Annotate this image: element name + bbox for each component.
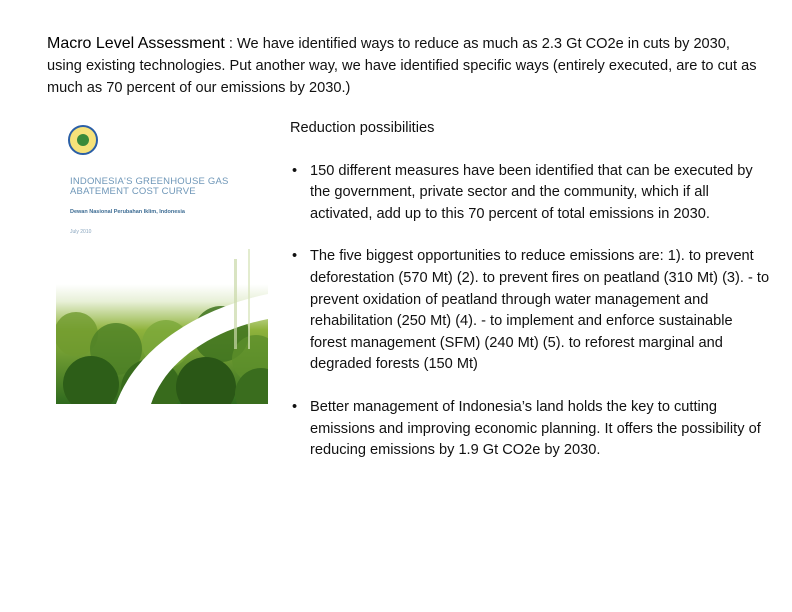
bullet-list [290, 161, 770, 462]
list-item [290, 397, 770, 462]
bullet-icon: • [292, 248, 298, 265]
dnpi-seal-icon [68, 125, 98, 155]
bullet-icon: • [292, 162, 298, 179]
bullet-icon: • [292, 398, 298, 415]
cover-subtitle: Dewan Nasional Perubahan Iklim, Indonesia [70, 209, 185, 215]
list-item-text: 150 different measures have been identified that can be executed by the government, private sector and the community, which if all activated, add up to this 70 percent of total emissions in 2030. [310, 162, 753, 222]
intro-text: : We have identified ways to reduce as much as 2.3 Gt CO2e in cuts by 2030, using existing technologies. Put another way, we have identified specific ways (entirely executed, are to cut as much as 70 percent of our emissions by 2030.) [47, 36, 757, 96]
intro-paragraph [47, 33, 767, 99]
list-item-text: Better management of Indonesia’s land holds the key to cutting emissions and improving economic planning. It offers the possibility of reducing emissions by 1.9 Gt CO2e by 2030. [310, 398, 761, 459]
cover-artwork [56, 119, 268, 404]
cover-title: INDONESIA'S GREENHOUSE GAS ABATEMENT COST CURVE [70, 176, 229, 197]
report-cover-image [56, 119, 268, 404]
list-item-text: The five biggest opportunities to reduce emissions are: 1). to prevent deforestation (570 Mt) (2). to prevent fires on peatland (310 Mt) (3). - to prevent oxidation of peatland through water management and rehabilitation (250 Mt) (4). - to implement and enforce sustainable forest management (SFM) (240 Mt) (5). to reforest marginal and degraded forests (150 Mt) [310, 248, 770, 373]
list-item [290, 246, 770, 376]
cover-date: July 2010 [70, 229, 92, 235]
section-heading: Reduction possibilities [290, 120, 435, 136]
reduction-section [290, 118, 770, 483]
intro-lead: Macro Level Assessment [47, 35, 225, 52]
list-item [290, 161, 770, 226]
